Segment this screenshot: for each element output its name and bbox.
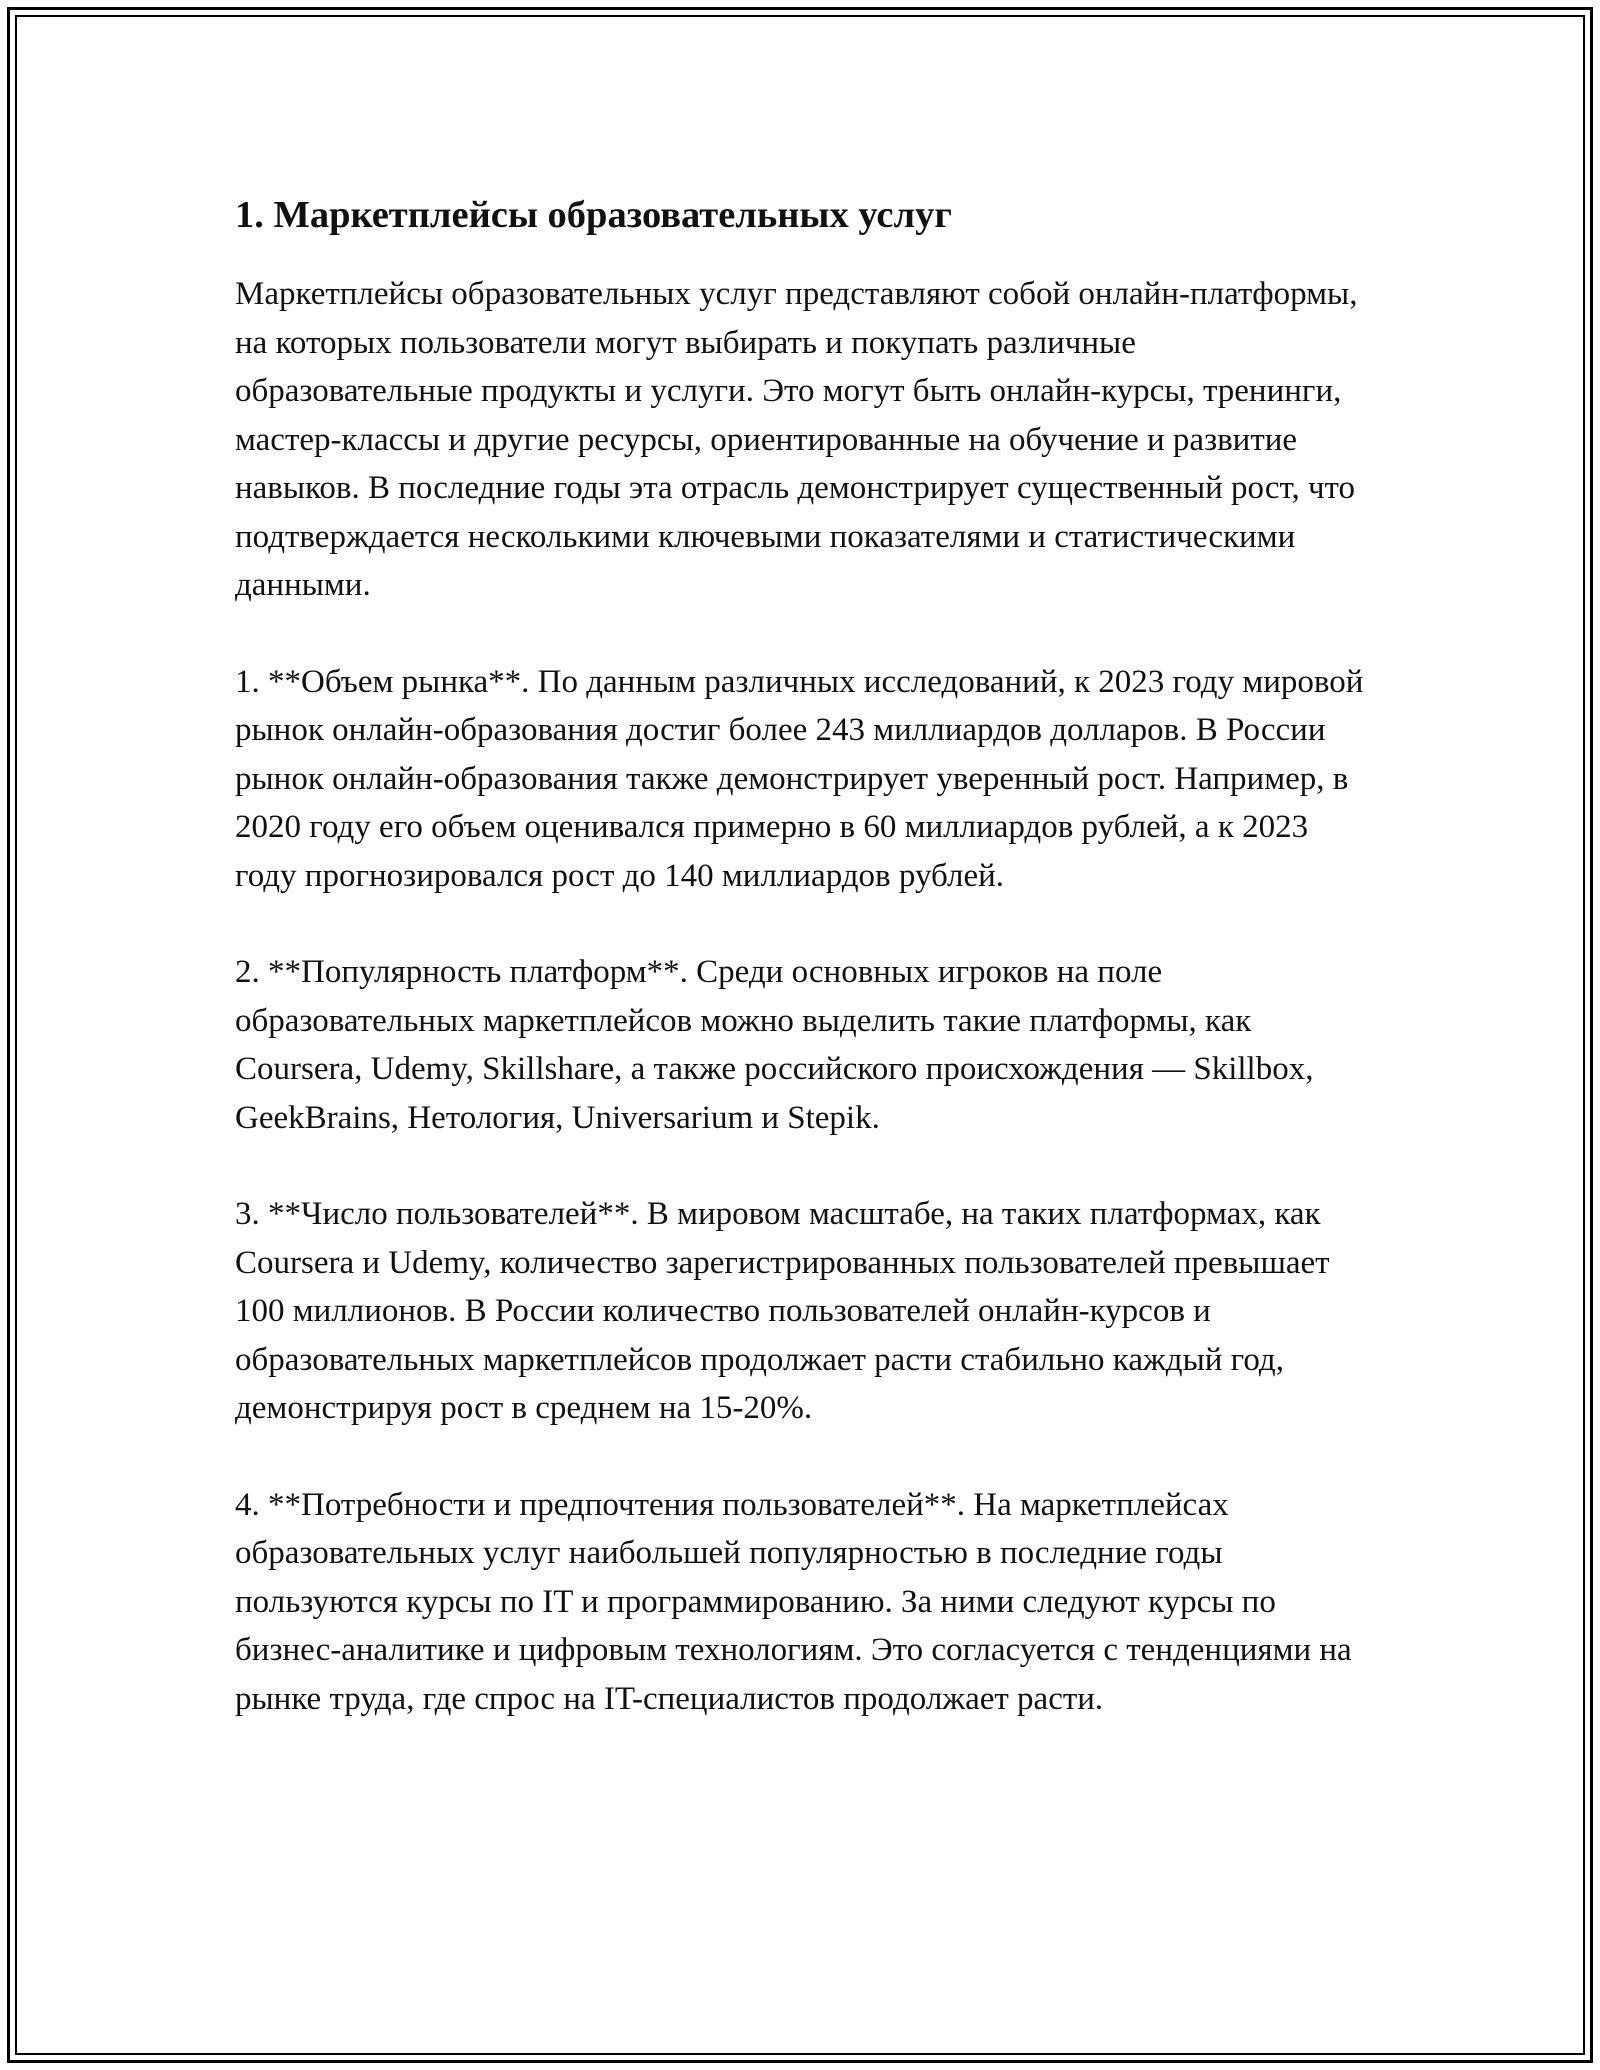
market-volume-paragraph: 1. **Объем рынка**. По данным различных исследований, к 2023 году мировой рынок онлайн-образования достиг более 243 миллиардов долларов. В России рынок онлайн-образования также демонстрирует уверенный рост. Например, в 2020 году его объем оценивался примерно в 60 миллиардов рублей, а к 2023 году прогнозировался рост до 140 миллиардов рублей. bbox=[235, 663, 1364, 894]
user-count-paragraph: 3. **Число пользователей**. В мировом масштабе, на таких платформах, как Coursera и Udemy, количество зарегистрированных пользователей превышает 100 миллионов. В России количество пользователей онлайн-курсов и образовательных маркетплейсов продолжает расти стабильно каждый год, демонстрируя рост в среднем на 15-20%. bbox=[235, 1196, 1330, 1426]
platform-popularity-paragraph: 2. **Популярность платформ**. Среди основных игроков на поле образовательных маркетплейсов можно выделить такие платформы, как Coursera, Udemy, Skillshare, а также российского происхождения — Skillbox, GeekBrains, Нетология, Universarium и Stepik. bbox=[235, 954, 1314, 1136]
intro-paragraph: Маркетплейсы образовательных услуг представляют собой онлайн-платформы, на которых пользователи могут выбирать и покупать различные образовательные продукты и услуги. Это могут быть онлайн-курсы, тренинги, мастер-классы и другие ресурсы, ориентированные на обучение и развитие навыков. В последние годы эта отрасль демонстрирует существенный рост, что подтверждается несколькими ключевыми показателями и статистическими данными. bbox=[235, 276, 1358, 603]
document-body bbox=[235, 188, 1385, 1771]
user-preferences-paragraph: 4. **Потребности и предпочтения пользователей**. На маркетплейсах образовательных услуг наибольшей популярностью в последние годы пользуются курсы по IT и программированию. За ними следуют курсы по бизнес-аналитике и цифровым технологиям. Это согласуется с тенденциями на рынке труда, где спрос на IT-специалистов продолжает расти. bbox=[235, 1486, 1352, 1717]
section-title: 1. Маркетплейсы образовательных услуг bbox=[235, 194, 952, 236]
